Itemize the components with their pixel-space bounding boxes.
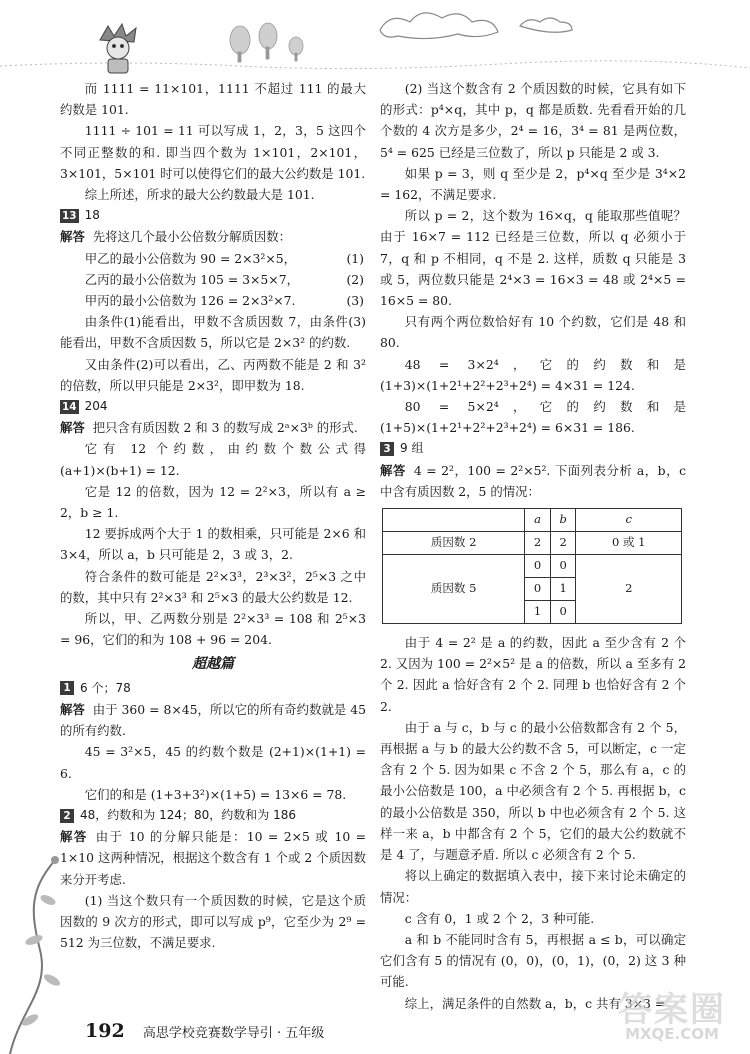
equation-row: 乙丙的最小公倍数为 105 = 3×5×7， (2): [84, 271, 364, 287]
question-number-badge: 13: [62, 209, 77, 222]
question-number-badge: 3: [380, 442, 394, 456]
text-paragraph: 12 要拆成两个大于 1 的数相乘，只可能是 2×6 和 3×4，所以 a，b 只可能是 2，3 或 3，2.: [60, 526, 366, 563]
solution-lead: 解答 4 = 2²，100 = 2²×5². 下面列表分析 a，b，c 中含有质因数 2，5 的情况：: [380, 462, 687, 499]
table-row: [383, 532, 682, 555]
table-header-cell: a: [525, 509, 551, 532]
text-paragraph: 由条件(1)能看出，甲数不含质因数 7，由条件(3)能看出，甲数不含质因数 5，所以它是 2×3² 的约数.: [60, 314, 366, 351]
solution-label: 解答: [60, 829, 88, 845]
page-footer: [85, 1020, 324, 1042]
solution-label: 解答: [60, 701, 85, 717]
watermark-url: MXQE.COM: [625, 1025, 719, 1043]
book-title: 高思学校竞赛数学导引 · 五年级: [142, 1026, 325, 1041]
text-paragraph: 由于 4 = 2² 是 a 的约数，因此 a 至少含有 2 个 2. 又因为 100 = 2²×5² 是 a 的倍数，所以 a 至多有 2 个 2. 因此 a 恰好含有 2 个 2. 同理 b 也恰好含有 2 个 2.: [380, 635, 686, 714]
answer-value: 9 组: [400, 441, 424, 456]
answer-heading-14: [60, 396, 366, 417]
table-header-cell: b: [550, 509, 576, 532]
table-cell: 0: [525, 555, 551, 578]
equation-row: 甲乙的最小公倍数为 90 = 2×3²×5， (1): [84, 250, 364, 266]
table-header-cell: c: [576, 509, 682, 532]
solution-lead: 解答 把只含有质因数 2 和 3 的数写成 2ᵃ×3ᵇ 的形式.: [60, 420, 358, 436]
left-column: [60, 78, 366, 953]
equation-row: 甲丙的最小公倍数为 126 = 2×3²×7. (3): [84, 293, 364, 309]
table-cell: 1: [550, 578, 576, 601]
text-paragraph: 1111 ÷ 101 = 11 可以写成 1，2，3，5 这四个不同正整数的和. 即当四个数为 1×101，2×101，3×101，5×101 时可以使得它们的最大公约数是 101.: [60, 123, 366, 181]
solution-label: 解答: [60, 229, 85, 245]
text-paragraph: 综上所述，所求的最大公约数最大是 101.: [84, 187, 315, 203]
solution-lead: 解答 先将这几个最小公倍数分解质因数：: [60, 229, 292, 245]
text-paragraph: a 和 b 不能同时含有 5，再根据 a ≤ b，可以确定它们含有 5 的情况有 (0，0)，(0，1)，(0，2) 这 3 种可能.: [380, 931, 686, 990]
tree-icon: [230, 23, 303, 62]
answer-value: 48，约数和为 124；80，约数和为 186: [80, 807, 296, 822]
vine-decoration-icon: [0, 850, 90, 1054]
section-title: 超越篇: [192, 656, 234, 673]
text-paragraph: 它有 12 个约数，由约数个数公式得 (a+1)×(b+1) = 12.: [60, 441, 366, 478]
table-header-row: [383, 509, 682, 532]
table-cell: 0: [550, 601, 576, 624]
solution-lead: 解答 由于 10 的分解只能是：10 = 2×5 或 10 = 1×10 这两种情况，根据这个数含有 1 个或 2 个质因数来分开考虑.: [60, 829, 366, 887]
text-paragraph: 由于 a 与 c，b 与 c 的最小公倍数都含有 2 个 5，再根据 a 与 b 的最大公约数不含 5，可以断定，c 一定含有 2 个 5. 因为如果 c 不含 2 个 5，那么有 a，c 的最小公倍数是 100，a 中必须含有 2 个 5. 再根据 b，c 的最小公倍数是 350，所以 b 中也必须含有 2 个 5. 这样一来 a，b 中都含有 2 个 5，它们的最大公约数就不是 4 了，与题意矛盾. 所以 c 必须含有 2 个 5.: [380, 719, 686, 863]
text-paragraph: 而 1111 = 11×101，1111 不超过 111 的最大约数是 101.: [60, 81, 366, 118]
watermark-text: 答案圈: [618, 990, 726, 1030]
table-cell: 2: [576, 555, 682, 624]
text-paragraph: 综上，满足条件的自然数 a，b，c 共有 3×3 =: [404, 995, 666, 1011]
table-cell: 质因数 2: [383, 532, 525, 555]
answer-heading-s3: [380, 438, 686, 459]
question-number-badge: 14: [62, 400, 77, 413]
answer-value: 6 个；78: [80, 680, 131, 695]
text-paragraph: 只有两个两位数恰好有 10 个约数，它们是 48 和 80.: [380, 314, 686, 351]
factor-table: [382, 508, 682, 624]
answer-heading-s2: [60, 805, 366, 826]
right-column: [380, 78, 686, 1014]
solution-lead: 解答 由于 360 = 8×45，所以它的所有奇约数就是 45 的所有约数.: [60, 701, 366, 739]
answer-value: 204: [84, 399, 108, 414]
header-illustration: [0, 0, 750, 80]
text-paragraph: 它们的和是 (1+3+3²)×(1+5) = 13×6 = 78.: [84, 786, 347, 802]
question-number-badge: 1: [60, 681, 74, 695]
text-paragraph: (2) 当这个数含有 2 个质因数的时候，它具有如下的形式：p⁴×q，其中 p，q 都是质数. 先看看开始的几个数的 4 次方是多少，2⁴ = 16，3⁴ = 81 是两位数，5⁴ = 625 已经是三位数了，所以 p 只能是 2 或 3.: [380, 81, 686, 160]
table-cell: 质因数 5: [383, 555, 525, 624]
answer-heading-13: [60, 205, 366, 226]
table-cell: 2: [550, 532, 576, 555]
page-number: 192: [85, 1020, 125, 1042]
text-paragraph: 它是 12 的倍数，因为 12 = 2²×3，所以有 a ≥ 2，b ≥ 1.: [60, 483, 366, 521]
table-cell: 1: [525, 601, 551, 624]
table-header-cell: [383, 509, 525, 532]
text-paragraph: (1) 当这个数只有一个质因数的时候，它是这个质因数的 9 次方的形式，即可以写成 p⁹，它至少为 2⁹ = 512 为三位数，不满足要求.: [60, 892, 366, 951]
table-cell: 0: [550, 555, 576, 578]
answer-value: 18: [84, 208, 100, 223]
cartoon-character-icon: [100, 24, 136, 73]
text-paragraph: 所以 p = 2，这个数为 16×q，q 能取那些值呢？由于 16×7 = 112 已经是三位数，所以 q 必须小于 7，q 和 p 不相同，q 不是 2. 这样，质数 q 只能是 3 或 5，两位数只能是 2⁴×3 = 16×3 = 48 或 2⁴×5 = 16×5 = 80.: [380, 208, 686, 309]
text-paragraph: 所以，甲、乙两数分别是 2²×3³ = 108 和 2⁵×3 = 96，它们的和为 108 + 96 = 204.: [60, 611, 366, 648]
solution-label: 解答: [60, 420, 85, 436]
text-paragraph: 符合条件的数可能是 2²×3³，2³×3²，2⁵×3 之中的数，其中只有 2²×3³ 和 2⁵×3 的最大公约数是 12.: [60, 568, 366, 605]
table-cell: 0: [525, 578, 551, 601]
text-paragraph: 又由条件(2)可以看出，乙、丙两数不能是 2 和 3² 的倍数，所以甲只能是 2×3²，即甲数为 18.: [60, 356, 366, 393]
text-paragraph: 45 = 3²×5，45 的约数个数是 (2+1)×(1+1) = 6.: [60, 744, 366, 781]
text-paragraph: 80 = 5×2⁴，它的约数和是 (1+5)×(1+2¹+2²+2³+2⁴) = 6×31 = 186.: [380, 399, 686, 436]
answer-heading-s1: [60, 678, 366, 699]
text-paragraph: 48 = 3×2⁴，它的约数和是 (1+3)×(1+2¹+2²+2³+2⁴) = 4×31 = 124.: [380, 356, 686, 393]
text-paragraph: c 含有 0，1 或 2 个 2，3 种可能.: [404, 910, 595, 926]
table-cell: 2: [525, 532, 551, 555]
table-cell: 0 或 1: [576, 532, 682, 555]
watermark-logo: [602, 982, 742, 1046]
table-row: [383, 555, 682, 578]
solution-label: 解答: [380, 462, 406, 478]
cloud-icon: [380, 13, 572, 39]
question-number-badge: 2: [60, 809, 74, 823]
text-paragraph: 如果 p = 3，则 q 至少是 2，p⁴×q 至少是 3⁴×2 = 162，不满足要求.: [380, 165, 686, 203]
text-paragraph: 将以上确定的数据填入表中，接下来讨论未确定的情况：: [380, 868, 686, 905]
